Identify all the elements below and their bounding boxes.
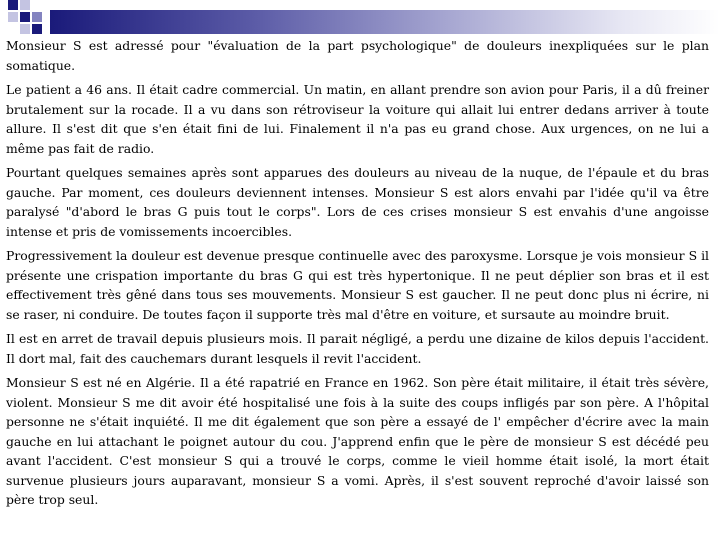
- decor-square: [20, 0, 30, 10]
- paragraph-work-leave: Il est en arret de travail depuis plusieurs mois. Il parait négligé, a perdu une dizaine de kilos depuis l'accident. Il dort mal, fait des cauchemars durant lesquels il revit l'accident.: [6, 331, 709, 366]
- paragraph-symptoms: Pourtant quelques semaines après sont apparues des douleurs au niveau de la nuque, de l'épaule et du bras gauche. Par moment, ces douleurs deviennent intenses. Monsieur S est alors envahi par l'idée qu'il va être paralysé "d'abord le bras G puis tout le corps". Lors de ces crises monsieur S est envahis d'une angoisse intense et pris de vomissements incoercibles.: [6, 165, 709, 239]
- paragraph-accident: Le patient a 46 ans. Il était cadre commercial. Un matin, en allant prendre son avion pour Paris, il a dû freiner brutalement sur la rocade. Il a vu dans son rétroviseur la voiture qui allait lui entrer dedans arriver à toute allure. Il s'est dit que s'en était fini de lui. Finalement il n'a pas eu grand chose. Aux urgences, on ne lui a même pas fait de radio.: [6, 82, 709, 156]
- decor-square: [8, 0, 18, 10]
- paragraph-progression: Progressivement la douleur est devenue presque continuelle avec des paroxysme. Lorsque je vois monsieur S il présente une crispation importante du bras G qui est très hypertonique. Il ne peut déplier son bras et il est effectivement très gêné dans tous ses mouvements. Monsieur S est gaucher. Il ne peut donc plus ni écrire, ni se raser, ni conduire. De toutes façon il supporte très mal d'être en voiture, et sursaute au moindre bruit.: [6, 248, 709, 322]
- decor-square: [8, 12, 18, 22]
- decor-square: [32, 24, 42, 34]
- header-decoration: [0, 0, 720, 34]
- header-gradient-bar: [50, 10, 720, 34]
- decor-square: [20, 24, 30, 34]
- decor-square: [32, 12, 42, 22]
- paragraph-referral: Monsieur S est adressé pour "évaluation de la part psychologique" de douleurs inexpliquées sur le plan somatique.: [6, 38, 709, 73]
- case-description: [6, 36, 709, 515]
- paragraph-history: Monsieur S est né en Algérie. Il a été rapatrié en France en 1962. Son père était militaire, il était très sévère, violent. Monsieur S me dit avoir été hospitalisé une fois à la suite des coups infligés par son père. A l'hôpital personne ne s'était inquiété. Il me dit également que son père a essayé de l' empêcher d'écrire avec la main gauche en lui attachant le poignet autour du cou. J'apprend enfin que le père de monsieur S est décédé peu avant l'accident. C'est monsieur S qui a trouvé le corps, comme le vieil homme était isolé, la mort était survenue plusieurs jours auparavant, monsieur S a vomi. Après, il s'est souvent reproché d'avoir laissé son père trop seul.: [6, 375, 709, 507]
- decor-square: [20, 12, 30, 22]
